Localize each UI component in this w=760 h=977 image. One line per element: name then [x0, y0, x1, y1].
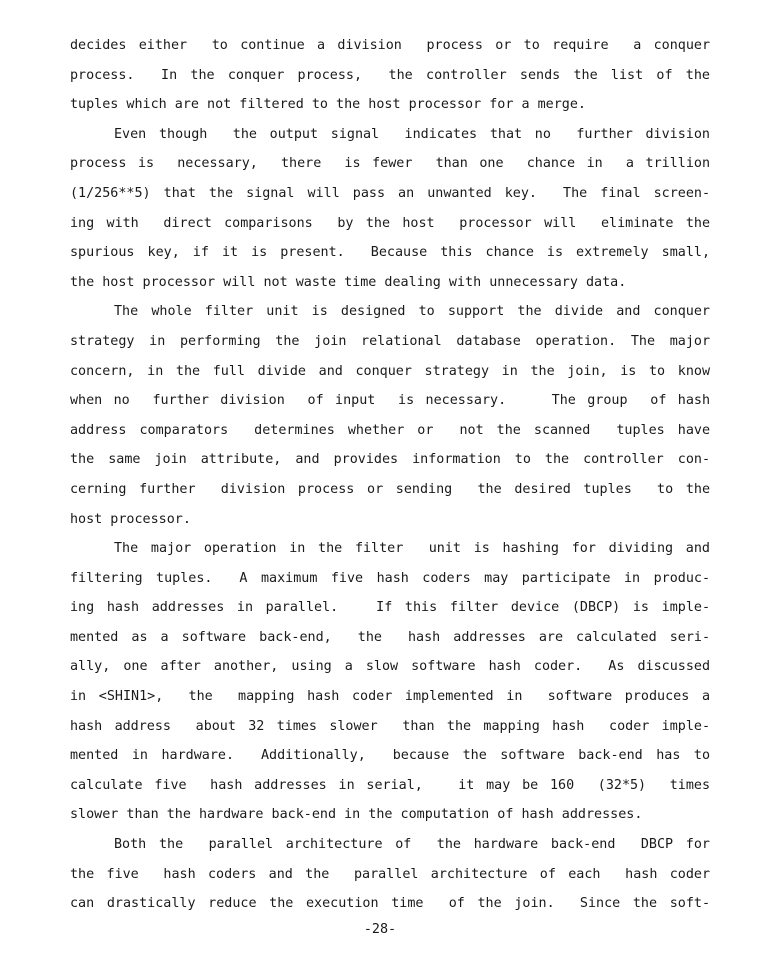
- text-line: slower than the hardware back-end in the computation of hash addresses.: [70, 807, 643, 823]
- text-line: spurious key, if it is present. Because this chance is extremely small,: [70, 245, 710, 261]
- text-line: concern, in the full divide and conquer strategy in the join, is to know: [70, 363, 710, 379]
- text-line: decides either to continue a division process or to require a conquer: [70, 38, 710, 53]
- paragraph: [70, 830, 710, 919]
- paragraph: [70, 297, 710, 534]
- text-line: address comparators determines whether or not the scanned tuples have: [70, 422, 710, 438]
- text-line: ing with direct comparisons by the host processor will eliminate the: [70, 215, 710, 231]
- text-line: when no further division of input is necessary. The group of hash: [70, 393, 710, 409]
- text-line: the five hash coders and the parallel architecture of each hash coder: [70, 866, 710, 882]
- text-line: ally, one after another, using a slow software hash coder. As discussed: [70, 659, 710, 675]
- text-line: in <SHIN1>, the mapping hash coder implemented in software produces a: [70, 689, 710, 705]
- text-line: Even though the output signal indicates that no further division: [114, 126, 710, 142]
- text-line: host processor.: [70, 511, 191, 527]
- text-line: mented as a software back-end, the hash addresses are calculated seri-: [70, 629, 710, 645]
- text-line: filtering tuples. A maximum five hash coders may participate in produc-: [70, 570, 710, 586]
- text-line: cerning further division process or sending the desired tuples to the: [70, 481, 710, 497]
- text-line: The whole filter unit is designed to support the divide and conquer: [114, 304, 710, 320]
- page-number: -28-: [363, 922, 397, 937]
- text-line: (1/256**5) that the signal will pass an unwanted key. The final screen-: [70, 185, 710, 201]
- paragraph: [70, 534, 710, 830]
- text-line: tuples which are not filtered to the host processor for a merge.: [70, 97, 586, 113]
- text-line: calculate five hash addresses in serial, it may be 160 (32*5) times: [70, 777, 710, 793]
- text-line: process. In the conquer process, the controller sends the list of the: [70, 67, 710, 83]
- text-line: strategy in performing the join relational database operation. The major: [70, 333, 710, 349]
- text-line: The major operation in the filter unit is hashing for dividing and: [114, 541, 710, 557]
- text-line: mented in hardware. Additionally, because the software back-end has to: [70, 748, 710, 764]
- text-line: Both the parallel architecture of the hardware back-end DBCP for: [114, 837, 710, 853]
- text-line: hash address about 32 times slower than the mapping hash coder imple-: [70, 718, 710, 734]
- text-line: the same join attribute, and provides information to the controller con-: [70, 452, 710, 468]
- text-line: can drastically reduce the execution time of the join. Since the soft-: [70, 896, 710, 912]
- paragraph: [70, 120, 710, 298]
- text-line: the host processor will not waste time dealing with unnecessary data.: [70, 274, 627, 290]
- text-line: process is necessary, there is fewer than one chance in a trillion: [70, 156, 710, 172]
- document-body: [70, 31, 710, 919]
- text-line: ing hash addresses in parallel. If this filter device (DBCP) is imple-: [70, 600, 710, 616]
- paragraph: [70, 31, 710, 120]
